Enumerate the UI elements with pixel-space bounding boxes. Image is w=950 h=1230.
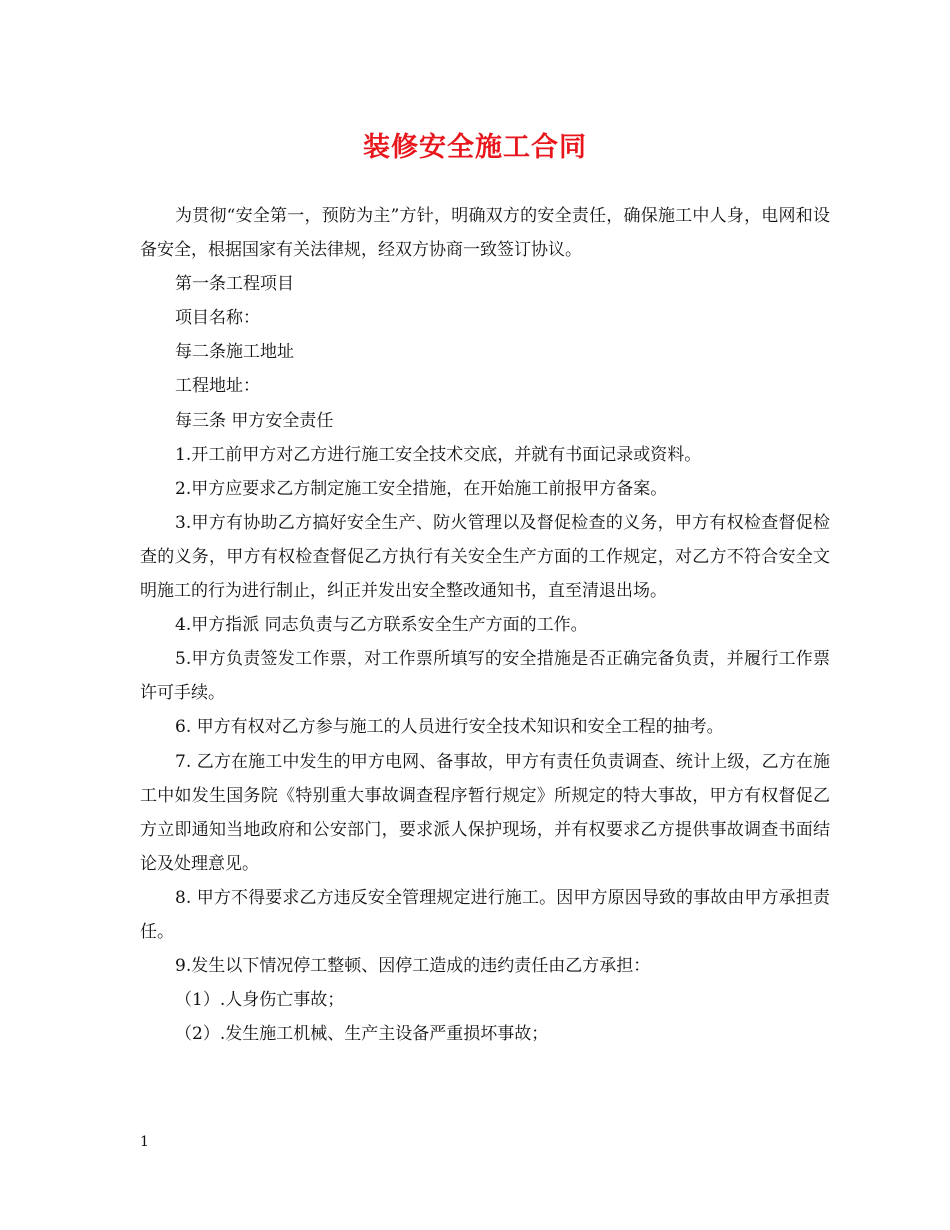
paragraph-clause-6: 6. 甲方有权对乙方参与施工的人员进行安全技术知识和安全工程的抽考。 — [175, 717, 724, 738]
paragraph-clause-1: 1.开工前甲方对乙方进行施工安全技术交底，并就有书面记录或资料。 — [175, 444, 702, 465]
page-number: 1 — [140, 1134, 149, 1150]
paragraph-clause-4: 4.甲方指派 同志负责与乙方联系安全生产方面的工作。 — [175, 615, 588, 636]
paragraph-project-address: 工程地址： — [175, 376, 260, 397]
paragraph-clause-3: 3.甲方有协助乙方搞好安全生产、防火管理以及督促检查的义务，甲方有权检查督促检查的义务，甲方有权检查督促乙方执行有关安全生产方面的工作规定，对乙方不符合安全文明施工的行为进行制止，纠正并发出安全整改通知书，直至清退出场。 — [140, 512, 830, 602]
paragraph-clause-7: 7. 乙方在施工中发生的甲方电网、备事故，甲方有责任负责调查、统计上级，乙方在施工中如发生国务院《特别重大事故调查程序暂行规定》所规定的特大事故，甲方有权督促乙方立即通知当地政府和公安部门，要求派人保护现场，并有权要求乙方提供事故调查书面结论及处理意见。 — [140, 751, 830, 874]
paragraph-clause-5: 5.甲方负责签发工作票，对工作票所填写的安全措施是否正确完备负责，并履行工作票许可手续。 — [140, 649, 830, 704]
paragraph-clause-9-item-1: （1）.人身伤亡事故； — [175, 990, 345, 1011]
paragraph-intro: 为贯彻“安全第一，预防为主”方针，明确双方的安全责任，确保施工中人身，电网和设备安全，根据国家有关法律规，经双方协商一致签订协议。 — [140, 206, 830, 261]
paragraph-article-2-heading: 每二条施工地址 — [175, 342, 294, 363]
paragraph-clause-9: 9.发生以下情况停工整顿、因停工造成的违约责任由乙方承担： — [175, 956, 651, 977]
paragraph-project-name: 项目名称： — [175, 308, 260, 329]
paragraph-clause-2: 2.甲方应要求乙方制定施工安全措施，在开始施工前报甲方备案。 — [175, 478, 668, 499]
paragraph-clause-8: 8. 甲方不得要求乙方违反安全管理规定进行施工。因甲方原因导致的事故由甲方承担责任。 — [140, 887, 830, 942]
paragraph-article-1-heading: 第一条工程项目 — [175, 274, 294, 295]
document-title: 装修安全施工合同 — [363, 132, 587, 163]
paragraph-article-3-heading: 每三条 甲方安全责任 — [175, 410, 334, 431]
document-body — [140, 199, 830, 1051]
paragraph-clause-9-item-2: （2）.发生施工机械、生产主设备严重损坏事故； — [175, 1024, 549, 1045]
